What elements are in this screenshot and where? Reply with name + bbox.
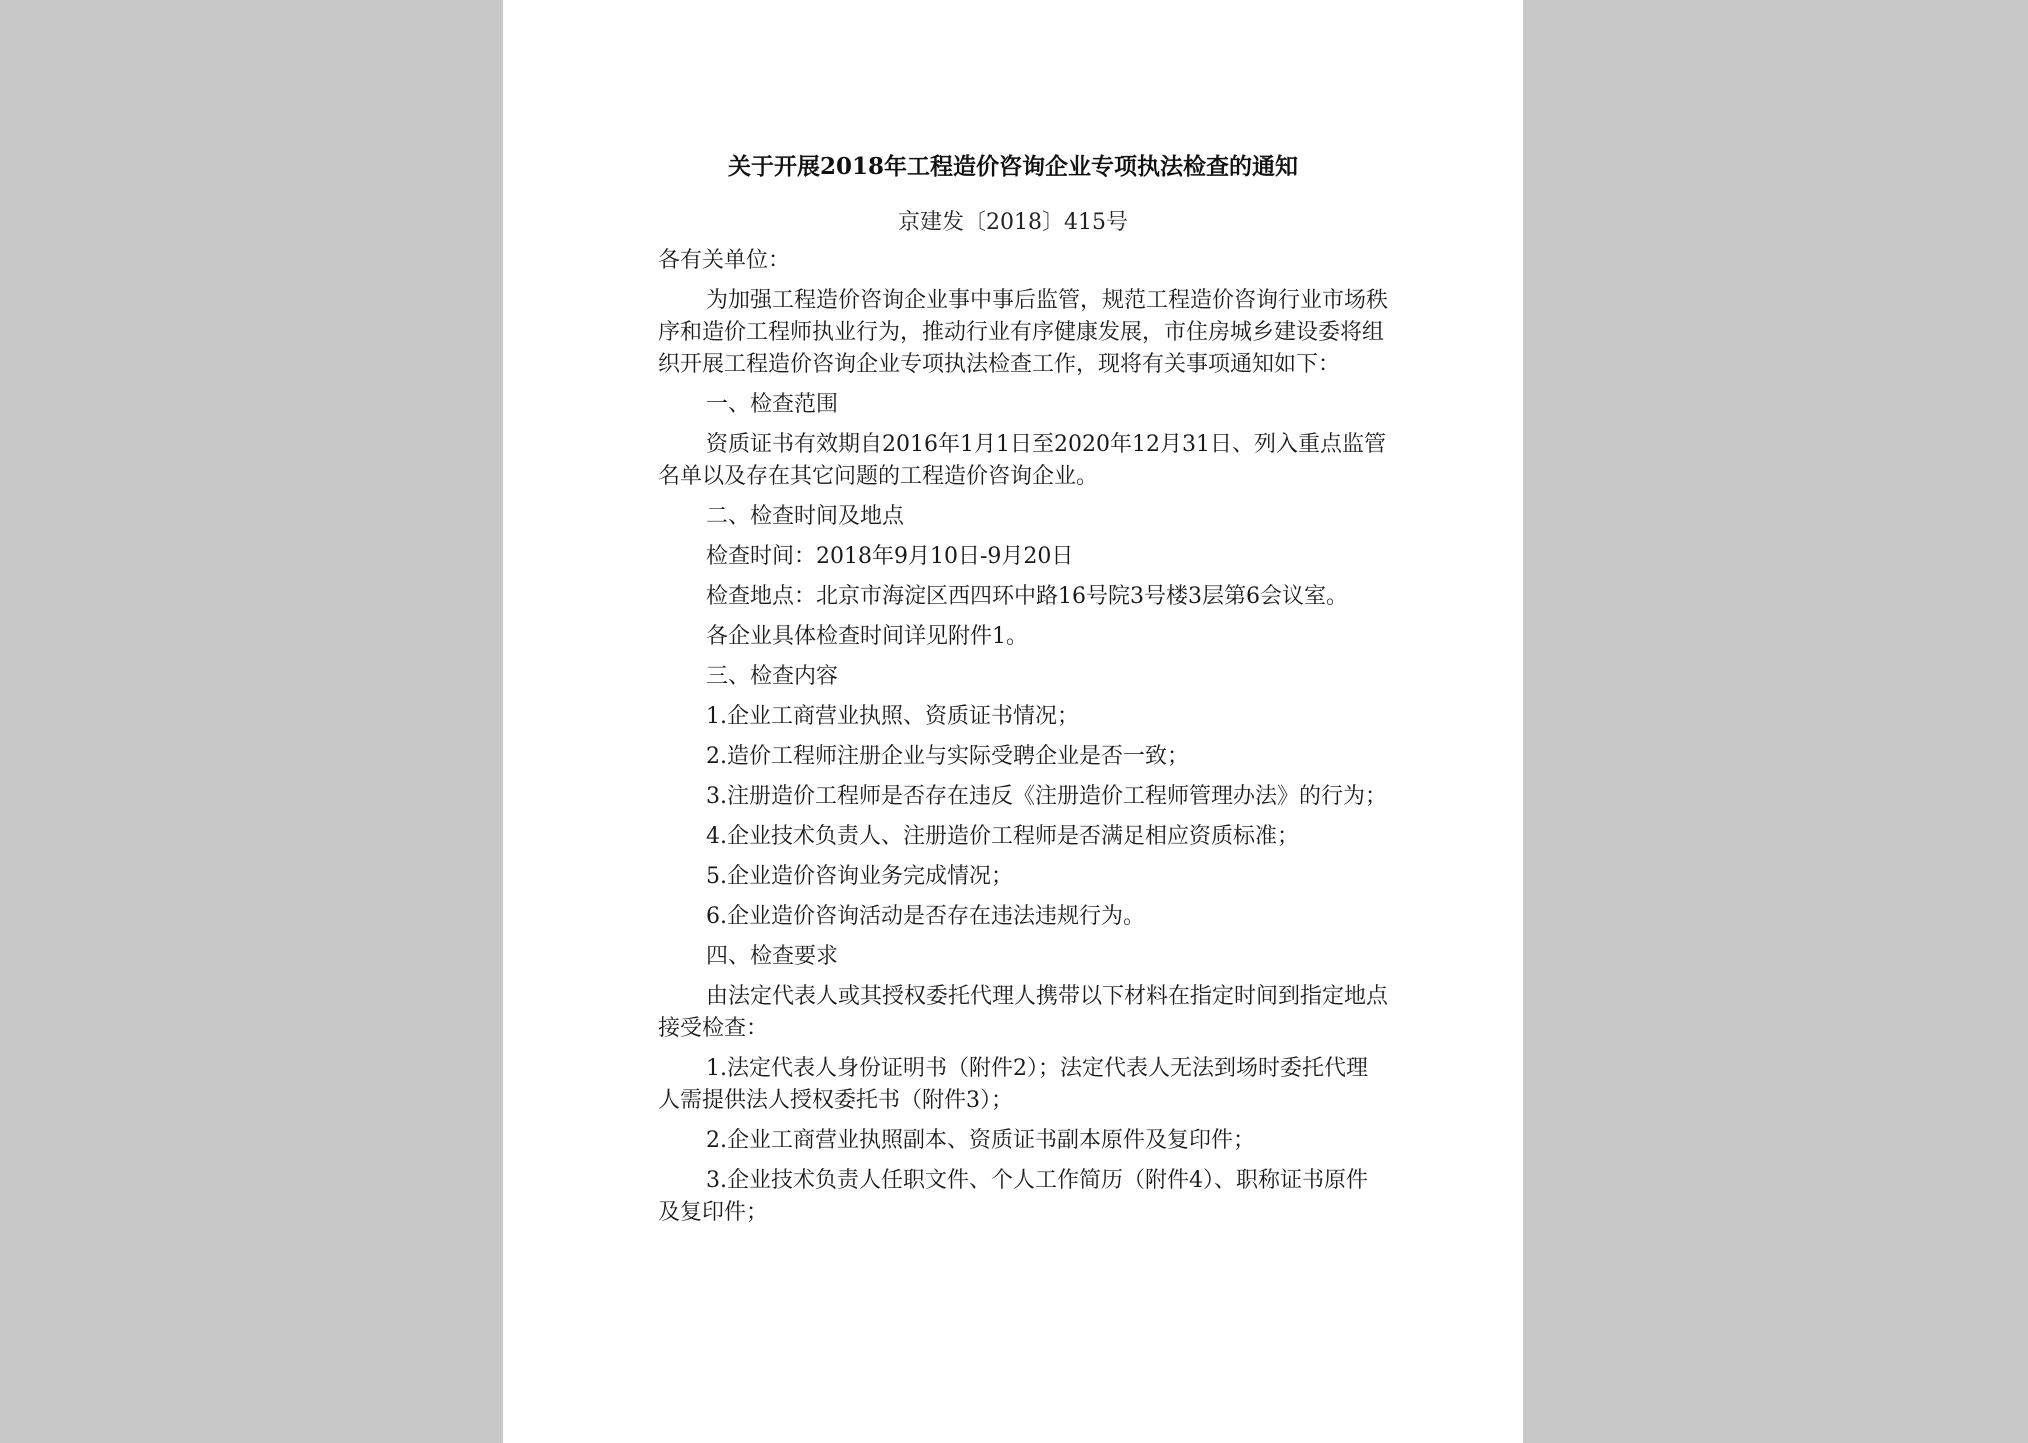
salutation: 各有关单位： xyxy=(658,248,791,273)
paragraph: 检查地点：北京市海淀区西四环中路16号院3号楼3层第6会议室。 xyxy=(706,584,1348,609)
document-page xyxy=(503,0,1523,1443)
list-item: 3.企业技术负责人任职文件、个人工作简历（附件4）、职称证书原件及复印件； xyxy=(658,1168,1368,1225)
list-item: 6.企业造价咨询活动是否存在违法违规行为。 xyxy=(706,904,1145,929)
document-number: 京建发〔2018〕415号 xyxy=(898,210,1128,235)
section-heading: 二、检查时间及地点 xyxy=(706,504,905,529)
list-item: 2.企业工商营业执照副本、资质证书副本原件及复印件； xyxy=(706,1128,1255,1153)
document-body xyxy=(658,245,1388,1237)
section-heading: 三、检查内容 xyxy=(706,664,839,689)
list-item: 2.造价工程师注册企业与实际受聘企业是否一致； xyxy=(706,744,1189,769)
paragraph: 各企业具体检查时间详见附件1。 xyxy=(706,624,1028,649)
section-heading: 四、检查要求 xyxy=(706,944,839,969)
list-item: 5.企业造价咨询业务完成情况； xyxy=(706,864,1013,889)
document-title: 关于开展2018年工程造价咨询企业专项执法检查的通知 xyxy=(727,153,1298,180)
list-item: 1.法定代表人身份证明书（附件2）；法定代表人无法到场时委托代理人需提供法人授权委托书（附件3）； xyxy=(658,1056,1368,1113)
paragraph: 资质证书有效期自2016年1月1日至2020年12月31日、列入重点监管名单以及存在其它问题的工程造价咨询企业。 xyxy=(658,432,1386,489)
paragraph: 为加强工程造价咨询企业事中事后监管，规范工程造价咨询行业市场秩序和造价工程师执业行为，推动行业有序健康发展，市住房城乡建设委将组织开展工程造价咨询企业专项执法检查工作，现将有关事项通知如下： xyxy=(658,288,1389,377)
list-item: 3.注册造价工程师是否存在违反《注册造价工程师管理办法》的行为； xyxy=(706,784,1387,809)
section-heading: 一、检查范围 xyxy=(706,392,839,417)
list-item: 1.企业工商营业执照、资质证书情况； xyxy=(706,704,1079,729)
paragraph: 由法定代表人或其授权委托代理人携带以下材料在指定时间到指定地点接受检查： xyxy=(658,984,1389,1041)
list-item: 4.企业技术负责人、注册造价工程师是否满足相应资质标准； xyxy=(706,824,1299,849)
paragraph: 检查时间：2018年9月10日-9月20日 xyxy=(706,544,1074,569)
